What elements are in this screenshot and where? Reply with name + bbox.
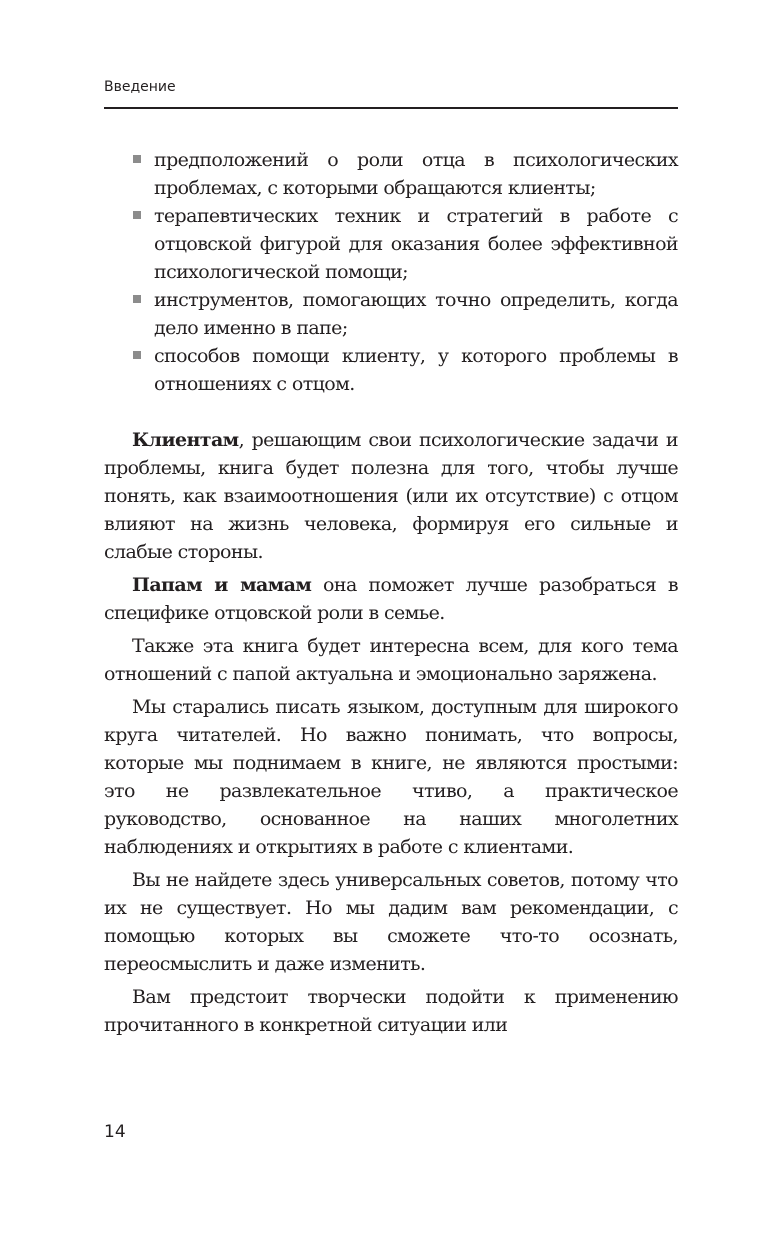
paragraph <box>104 866 678 978</box>
running-head: Введение <box>104 79 176 95</box>
paragraph-lead: Папам и мамам <box>132 574 312 596</box>
square-bullet-icon <box>133 295 141 303</box>
paragraph-lead: Клиентам <box>132 429 239 451</box>
paragraph-text: Вы не найдете здесь универсальных советов, потому что их не существует. Но мы дадим вам рекомендации, с помощью которых вы сможете что-то осознать, переосмыслить и даже изменить. <box>104 869 678 975</box>
list-item <box>104 202 678 286</box>
paragraph <box>104 983 678 1039</box>
list-item <box>104 286 678 342</box>
square-bullet-icon <box>133 351 141 359</box>
header-rule <box>104 107 678 109</box>
list-item-text: терапевтических техник и стратегий в работе с отцовской фигурой для оказания более эффективной психологической помощи; <box>154 205 678 283</box>
paragraph-text: она поможет лучше разобраться в специфике отцовской роли в семье. <box>104 574 678 624</box>
paragraph-text: Мы старались писать языком, доступным для широкого круга читателей. Но важно понимать, что вопросы, которые мы поднимаем в книге, не являются простыми: это не развлекательное чтиво, а практическое руководство, основанное на наших многолетних наблюдениях и открытиях в работе с клиентами. <box>104 696 678 858</box>
paragraph <box>104 693 678 861</box>
list-item-text: предположений о роли отца в психологических проблемах, с которыми обращаются клиенты; <box>154 149 678 199</box>
paragraph-text: Также эта книга будет интересна всем, для кого тема отношений с папой актуальна и эмоционально заряжена. <box>104 635 678 685</box>
square-bullet-icon <box>133 155 141 163</box>
paragraph-text: , решающим свои психологические задачи и проблемы, книга будет полезна для того, чтобы лучше понять, как взаимоотношения (или их отсутствие) с отцом влияют на жизнь человека, формируя его сильные и слабые стороны. <box>104 429 678 563</box>
paragraph <box>104 571 678 627</box>
square-bullet-icon <box>133 211 141 219</box>
paragraph <box>104 426 678 566</box>
page-number: 14 <box>104 1122 126 1142</box>
list-item <box>104 342 678 398</box>
list-item-text: способов помощи клиенту, у которого проблемы в отношениях с отцом. <box>154 345 678 395</box>
bullet-list <box>104 146 678 398</box>
list-item <box>104 146 678 202</box>
paragraph-text: Вам предстоит творчески подойти к применению прочитанного в конкретной ситуации или <box>104 986 678 1036</box>
body-text <box>104 426 678 1044</box>
paragraph <box>104 632 678 688</box>
list-item-text: инструментов, помогающих точно определить, когда дело именно в папе; <box>154 289 678 339</box>
